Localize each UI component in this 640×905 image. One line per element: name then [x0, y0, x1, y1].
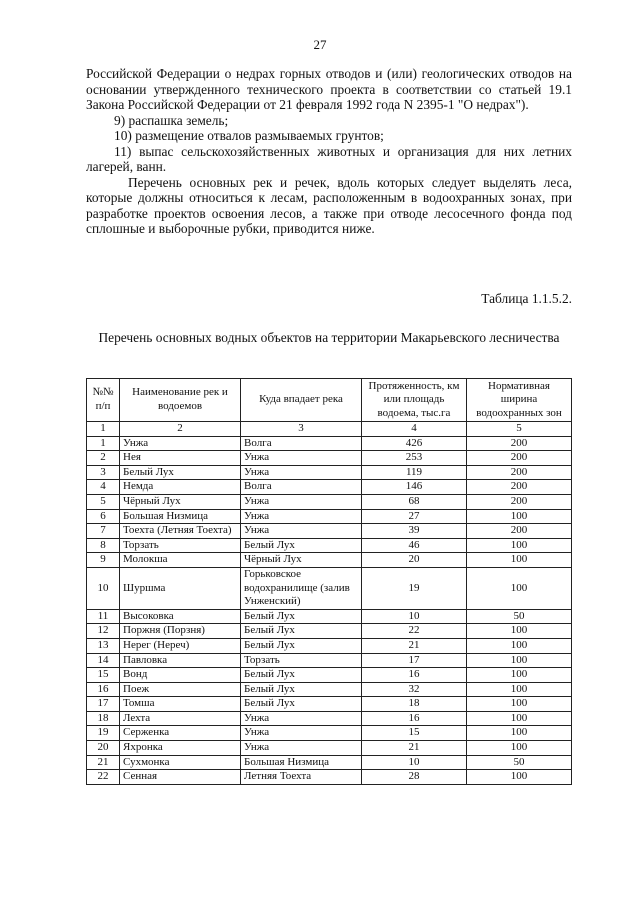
table-row — [87, 726, 572, 741]
table-cell: Унжа — [120, 436, 241, 451]
table-cell: 4 — [87, 480, 120, 495]
table-cell: Молокша — [120, 553, 241, 568]
table-row — [87, 465, 572, 480]
table-cell: Унжа — [241, 726, 362, 741]
table-cell: Горьковское водохранилище (залив Унженский) — [241, 567, 362, 609]
table-cell: 68 — [362, 494, 467, 509]
table-cell: Павловка — [120, 653, 241, 668]
table-body — [87, 436, 572, 784]
header-zone-width: Нормативная ширина водоохранных зон — [467, 379, 572, 422]
table-cell: 200 — [467, 524, 572, 539]
table-cell: Большая Низмица — [120, 509, 241, 524]
table-label: Таблица 1.1.5.2. — [481, 291, 572, 306]
table-row — [87, 741, 572, 756]
table-cell: 100 — [467, 711, 572, 726]
table-cell: Унжа — [241, 741, 362, 756]
table-cell: 10 — [362, 609, 467, 624]
table-row — [87, 682, 572, 697]
table-cell: 27 — [362, 509, 467, 524]
table-row — [87, 668, 572, 683]
column-number: 4 — [362, 422, 467, 437]
table-cell: 2 — [87, 451, 120, 466]
table-cell: Белый Лух — [241, 538, 362, 553]
table-cell: Унжа — [241, 451, 362, 466]
table-row — [87, 711, 572, 726]
table-cell: Волга — [241, 436, 362, 451]
table-cell: Унжа — [241, 524, 362, 539]
table-cell: 1 — [87, 436, 120, 451]
table-row — [87, 638, 572, 653]
paragraph: 10) размещение отвалов размываемых грунтов; — [114, 128, 384, 143]
table-cell: 100 — [467, 567, 572, 609]
column-number: 2 — [120, 422, 241, 437]
table-cell: 146 — [362, 480, 467, 495]
column-number: 5 — [467, 422, 572, 437]
table-row — [87, 567, 572, 609]
table-header-row — [87, 379, 572, 422]
table-cell: 100 — [467, 538, 572, 553]
page-number: 27 — [313, 37, 327, 52]
table-row — [87, 538, 572, 553]
table-cell: 12 — [87, 624, 120, 639]
body-text — [86, 66, 572, 237]
table-row — [87, 436, 572, 451]
table-cell: Лехта — [120, 711, 241, 726]
table-cell: Унжа — [241, 711, 362, 726]
table-cell: 17 — [87, 697, 120, 712]
table-cell: Белый Лух — [241, 668, 362, 683]
table-cell: 50 — [467, 755, 572, 770]
table-cell: 50 — [467, 609, 572, 624]
header-number: №№ п/п — [87, 379, 120, 422]
table-cell: 14 — [87, 653, 120, 668]
table-cell: 100 — [467, 668, 572, 683]
table-cell: Летняя Тоехта — [241, 770, 362, 785]
table-cell: Нерег (Нереч) — [120, 638, 241, 653]
table-cell: Серженка — [120, 726, 241, 741]
column-number: 1 — [87, 422, 120, 437]
table-cell: Белый Лух — [241, 624, 362, 639]
table-cell: 32 — [362, 682, 467, 697]
table-cell: 18 — [87, 711, 120, 726]
table-cell: 100 — [467, 741, 572, 756]
table-cell: 20 — [87, 741, 120, 756]
table-cell: 119 — [362, 465, 467, 480]
table-row — [87, 494, 572, 509]
table-cell: 10 — [87, 567, 120, 609]
paragraph: Перечень основных рек и речек, вдоль которых следует выделять леса, которые должны относиться к лесам, расположенным в водоохранных зонах, при разработке проектов освоения лесов, а также при отводе лесосечного фонда под сплошные и выборочные рубки, приводится ниже. — [86, 174, 572, 236]
table-row — [87, 697, 572, 712]
table-cell: Белый Лух — [241, 609, 362, 624]
table-cell: 100 — [467, 726, 572, 741]
table-cell: Поеж — [120, 682, 241, 697]
table-cell: Торзать — [241, 653, 362, 668]
table-cell: Нея — [120, 451, 241, 466]
table-cell: 11 — [87, 609, 120, 624]
table-cell: 16 — [87, 682, 120, 697]
table-row — [87, 755, 572, 770]
paragraph: Российской Федерации о недрах горных отводов и (или) геологических отводов на основании утвержденного технического проекта в соответствии со статьей 19.1 Закона Российской Федерации от 21 февраля 1992 года N 2395-1 "О недрах"). — [86, 66, 572, 112]
table-cell: 39 — [362, 524, 467, 539]
table-cell: 253 — [362, 451, 467, 466]
table-cell: 100 — [467, 638, 572, 653]
header-name: Наименование рек и водоемов — [120, 379, 241, 422]
table-cell: Чёрный Лух — [241, 553, 362, 568]
table-cell: Белый Лух — [241, 682, 362, 697]
table-cell: Торзать — [120, 538, 241, 553]
table-row — [87, 451, 572, 466]
table-cell: 13 — [87, 638, 120, 653]
table-cell: Унжа — [241, 509, 362, 524]
table-cell: Немда — [120, 480, 241, 495]
table-cell: 19 — [87, 726, 120, 741]
table-cell: Белый Лух — [241, 697, 362, 712]
table-cell: Волга — [241, 480, 362, 495]
table-cell: Тоехта (Летняя Тоехта) — [120, 524, 241, 539]
table-cell: Чёрный Лух — [120, 494, 241, 509]
table-cell: Унжа — [241, 494, 362, 509]
table-cell: 6 — [87, 509, 120, 524]
table-cell: 22 — [362, 624, 467, 639]
table-cell: 28 — [362, 770, 467, 785]
table-cell: 200 — [467, 436, 572, 451]
table-cell: 17 — [362, 653, 467, 668]
table-cell: Сухмонка — [120, 755, 241, 770]
table-row — [87, 770, 572, 785]
table-cell: Белый Лух — [120, 465, 241, 480]
table-cell: 9 — [87, 553, 120, 568]
table-cell: 100 — [467, 653, 572, 668]
paragraph: 11) выпас сельскохозяйственных животных и организация для них летних лагерей, ванн. — [86, 143, 572, 174]
table-cell: Поржня (Порзня) — [120, 624, 241, 639]
table-cell: 100 — [467, 624, 572, 639]
table-row — [87, 553, 572, 568]
table-cell: 100 — [467, 553, 572, 568]
table-cell: 100 — [467, 697, 572, 712]
table-cell: 10 — [362, 755, 467, 770]
table-cell: 15 — [87, 668, 120, 683]
table-cell: 5 — [87, 494, 120, 509]
table-cell: 3 — [87, 465, 120, 480]
table-cell: 18 — [362, 697, 467, 712]
table-cell: 8 — [87, 538, 120, 553]
header-mouth: Куда впадает река — [241, 379, 362, 422]
header-length: Протяженность, км или площадь водоема, тыс.га — [362, 379, 467, 422]
table-row — [87, 509, 572, 524]
table-cell: Томша — [120, 697, 241, 712]
table-cell: Высоковка — [120, 609, 241, 624]
table-cell: 21 — [87, 755, 120, 770]
table-cell: 21 — [362, 741, 467, 756]
paragraph: 9) распашка земель; — [114, 112, 229, 128]
table-cell: 200 — [467, 451, 572, 466]
table-row — [87, 609, 572, 624]
table-cell: Яхронка — [120, 741, 241, 756]
table-title: Перечень основных водных объектов на территории Макарьевского лесничества — [98, 330, 560, 345]
table-cell: 22 — [87, 770, 120, 785]
table-row — [87, 480, 572, 495]
table-cell: 100 — [467, 770, 572, 785]
table-cell: 7 — [87, 524, 120, 539]
table-row — [87, 624, 572, 639]
table-cell: Сенная — [120, 770, 241, 785]
rivers-table — [86, 378, 572, 785]
table-cell: 100 — [467, 509, 572, 524]
table-cell: 21 — [362, 638, 467, 653]
table-cell: 16 — [362, 711, 467, 726]
table-row — [87, 653, 572, 668]
table-cell: 200 — [467, 494, 572, 509]
table-cell: Белый Лух — [241, 638, 362, 653]
table-cell: Большая Низмица — [241, 755, 362, 770]
column-number-row — [87, 422, 572, 437]
table-cell: 19 — [362, 567, 467, 609]
table-cell: 15 — [362, 726, 467, 741]
table-cell: 46 — [362, 538, 467, 553]
table-cell: 20 — [362, 553, 467, 568]
table-cell: 200 — [467, 480, 572, 495]
table-cell: Вонд — [120, 668, 241, 683]
table-cell: 100 — [467, 682, 572, 697]
table-cell: 426 — [362, 436, 467, 451]
table-cell: 16 — [362, 668, 467, 683]
table-cell: 200 — [467, 465, 572, 480]
table-row — [87, 524, 572, 539]
column-number: 3 — [241, 422, 362, 437]
table-cell: Унжа — [241, 465, 362, 480]
table-cell: Шуршма — [120, 567, 241, 609]
